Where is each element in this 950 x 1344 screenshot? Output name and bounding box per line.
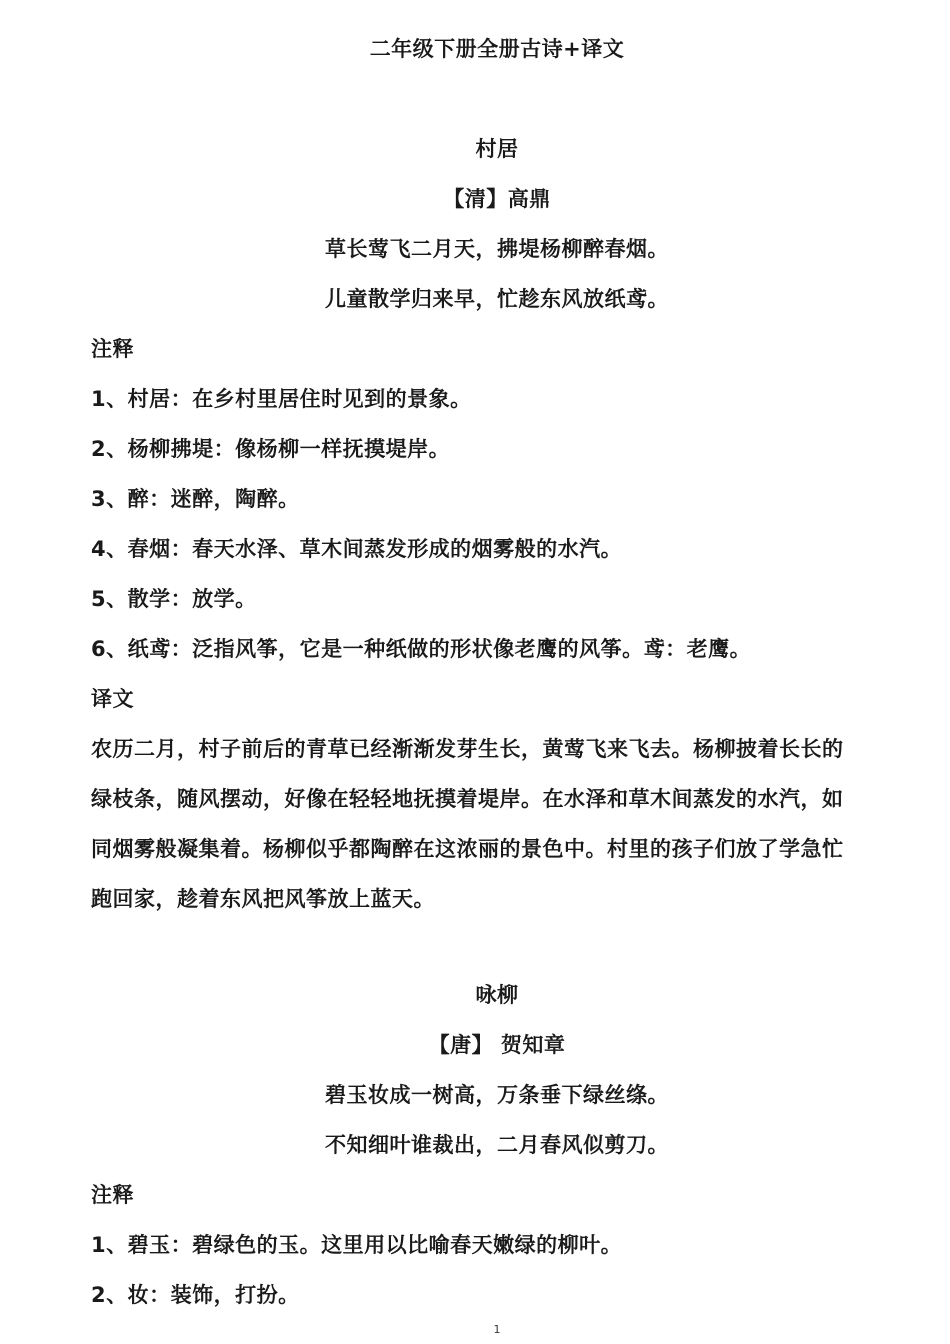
note-item: 2、杨柳拂堤：像杨柳一样抚摸堤岸。	[91, 437, 451, 461]
translation-line: 绿枝条，随风摆动，好像在轻轻地抚摸着堤岸。在水泽和草木间蒸发的水汽，如	[91, 787, 844, 811]
note-item: 4、春烟：春天水泽、草木间蒸发形成的烟雾般的水汽。	[91, 537, 623, 561]
note-item: 1、村居：在乡村里居住时见到的景象。	[91, 387, 472, 411]
poem-title: 村居	[475, 137, 519, 161]
note-item: 3、醉：迷醉，陶醉。	[91, 487, 300, 511]
poem-title: 咏柳	[475, 983, 519, 1007]
page-number: 1	[493, 1323, 501, 1336]
poem-line: 儿童散学归来早，忙趁东风放纸鸢。	[325, 287, 669, 311]
note-item: 2、妆：装饰，打扮。	[91, 1283, 300, 1307]
translation-line: 跑回家，趁着东风把风筝放上蓝天。	[91, 887, 435, 911]
notes-heading: 注释	[91, 1183, 134, 1207]
note-item: 1、碧玉：碧绿色的玉。这里用以比喻春天嫩绿的柳叶。	[91, 1233, 623, 1257]
translation-heading: 译文	[91, 687, 134, 711]
document-title: 二年级下册全册古诗+译文	[369, 37, 625, 61]
translation-line: 农历二月，村子前后的青草已经渐渐发芽生长，黄莺飞来飞去。杨柳披着长长的	[91, 737, 844, 761]
translation-line: 同烟雾般凝集着。杨柳似乎都陶醉在这浓丽的景色中。村里的孩子们放了学急忙	[91, 837, 844, 861]
poem-author: 【清】高鼎	[443, 187, 551, 211]
poem-author: 【唐】 贺知章	[428, 1033, 566, 1057]
note-item: 5、散学：放学。	[91, 587, 257, 611]
poem-line: 不知细叶谁裁出，二月春风似剪刀。	[325, 1133, 669, 1157]
poem-line: 碧玉妆成一树高，万条垂下绿丝绦。	[325, 1083, 669, 1107]
notes-heading: 注释	[91, 337, 134, 361]
poem-line: 草长莺飞二月天，拂堤杨柳醉春烟。	[325, 237, 669, 261]
note-item: 6、纸鸢：泛指风筝，它是一种纸做的形状像老鹰的风筝。鸢：老鹰。	[91, 637, 752, 661]
